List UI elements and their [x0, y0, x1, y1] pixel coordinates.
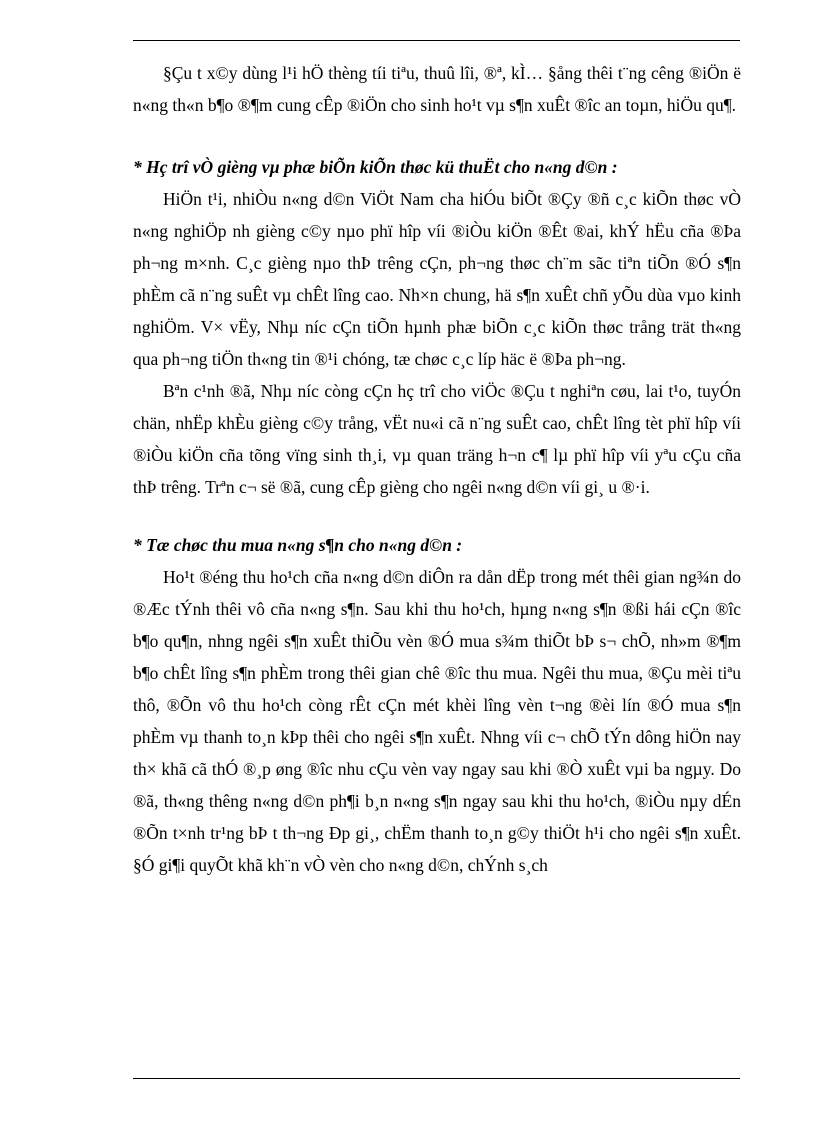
paragraph-infrastructure: §Çu t x©y dùng l¹i hÖ thèng tíi tiªu, thuû lîi, ®ª, kÌ… §ång thêi t¨ng cêng ®iÖn ë n«ng th«n b¶o ®¶m cung cÊp ®iÖn cho sinh ho¹t vµ s¶n xuÊt ®îc an toµn, hiÖu qu¶.: [133, 63, 741, 115]
paragraph-research-support: Bªn c¹nh ®ã, Nhµ níc còng cÇn hç trî cho viÖc ®Çu t nghiªn cøu, lai t¹o, tuyÓn chän, nhËp khÈu gièng c©y trång, vËt nu«i cã n¨ng suÊt cao, chÊt lîng tèt phï hîp víi ®iÒu kiÖn cña tõng vïng sinh th¸i, vµ quan träng h¬n c¶ lµ phï hîp víi yªu cÇu cña thÞ trêng. Trªn c¬ së ®ã, cung cÊp gièng cho ngêi n«ng d©n víi gi¸ u ®·i.: [133, 381, 741, 497]
footer-rule: [133, 1078, 740, 1079]
paragraph-harvest-purchasing: Ho¹t ®éng thu ho¹ch cña n«ng d©n diÔn ra dån dËp trong mét thêi gian ng¾n do ®Æc tÝnh thêi vô cña n«ng s¶n. Sau khi thu ho¹ch, hµng n«ng s¶n ®ßi hái cÇn ®îc b¶o qu¶n, nhng ngêi s¶n xuÊt thiÕu vèn ®Ó mua s¾m thiÕt bÞ s¬ chÕ, nh»m ®¶m b¶o chÊt lîng s¶n phÈm trong thêi gian chê ®îc thu mua. Ngêi thu mua, ®Çu mèi tiªu thô, ®Õn vô thu ho¹ch còng rÊt cÇn mét khèi lîng vèn t¬ng ®èi lín ®Ó mua s¶n phÈm vµ thanh to¸n kÞp thêi cho ngêi s¶n xuÊt. Nhng víi c¬ chÕ tÝn dông hiÖn nay th× khã cã thÓ ®¸p øng ®îc nhu cÇu vèn vay ngay sau khi ®Ò xuÊt vµi ba ngµy. Do ®ã, th«ng thêng n«ng d©n ph¶i b¸n n«ng s¶n ngay sau khi thu ho¹ch, ®iÒu nµy dÉn ®Õn t×nh tr¹ng bÞ t th¬ng Ðp gi¸, chËm thanh to¸n g©y thiÖt h¹i cho ngêi s¶n xuÊt. §Ó gi¶i quyÕt khã kh¨n vÒ vèn cho n«ng d©n, chÝnh s¸ch: [133, 567, 741, 875]
section-heading-purchasing: * Tæ chøc thu mua n«ng s¶n cho n«ng d©n :: [133, 535, 463, 555]
paragraph-farmer-knowledge: HiÖn t¹i, nhiÒu n«ng d©n ViÖt Nam cha hiÓu biÕt ®Çy ®ñ c¸c kiÕn thøc vÒ n«ng nghiÖp nh gièng c©y nµo phï hîp víi ®iÒu kiÖn ®Êt ®ai, khÝ hËu cña ®Þa ph¬ng m×nh. C¸c gièng nµo thÞ trêng cÇn, ph¬ng thøc ch¨m sãc tiªn tiÕn ®Ó s¶n phÈm cã n¨ng suÊt vµ chÊt lîng cao. Nh×n chung, hä s¶n xuÊt chñ yÕu dùa vµo kinh nghiÖm. V× vËy, Nhµ níc cÇn tiÕn hµnh phæ biÕn c¸c kiÕn thøc trång trät th«ng qua ph¬ng tiÖn th«ng tin ®¹i chóng, tæ chøc c¸c líp häc ë ®Þa ph¬ng.: [133, 189, 741, 369]
header-rule: [133, 40, 740, 41]
section-heading-seed-support: * Hç trî vÒ gièng vµ phæ biÕn kiÕn thøc kü thuËt cho n«ng d©n :: [133, 157, 618, 177]
page-body: [133, 57, 741, 881]
